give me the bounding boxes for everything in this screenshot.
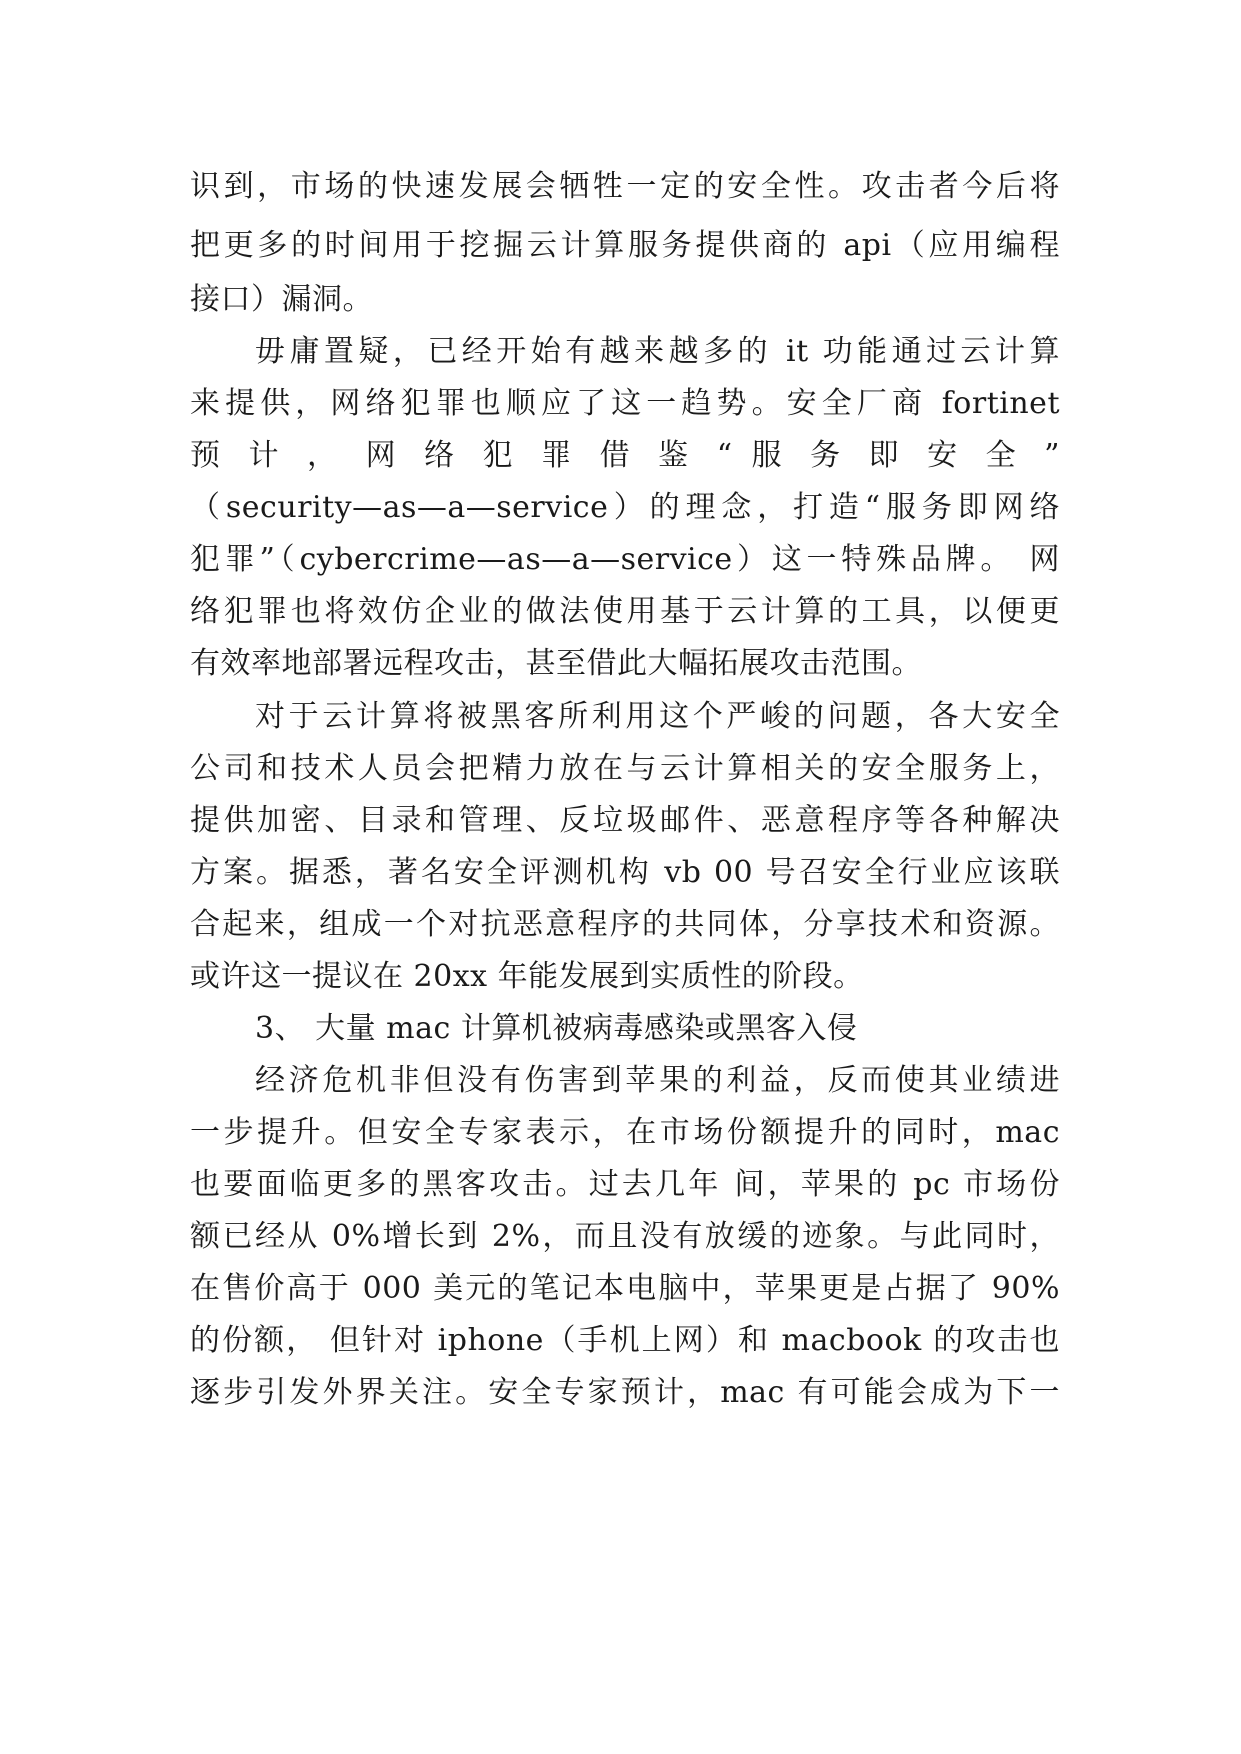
paragraph-first-line: 毋庸置疑，已经开始有越来越多的 it 功能通过云计算 <box>255 334 1060 369</box>
text-line: 一步提升。但安全专家表示，在市场份额提升的同时，mac <box>190 1115 1060 1150</box>
text-line: 公司和技术人员会把精力放在与云计算相关的安全服务上， <box>190 751 1060 786</box>
text-line: 的份额， 但针对 iphone（手机上网）和 macbook 的攻击也 <box>190 1323 1060 1358</box>
text-line: 有效率地部署远程攻击，甚至借此大幅拓展攻击范围。 <box>190 646 922 681</box>
text-line: 额已经从 0%增长到 2%，而且没有放缓的迹象。与此同时， <box>190 1219 1060 1254</box>
text-line: 接口）漏洞。 <box>190 282 373 317</box>
paragraph-first-line: 对于云计算将被黑客所利用这个严峻的问题，各大安全 <box>255 699 1060 734</box>
text-line: 犯罪”（cybercrime—as—a—service）这一特殊品牌。 网 <box>190 542 1060 577</box>
text-line: 把更多的时间用于挖掘云计算服务提供商的 api（应用编程 <box>190 228 1060 263</box>
text-line: 络犯罪也将效仿企业的做法使用基于云计算的工具，以便更 <box>190 594 1060 629</box>
text-line: （security—as—a—service）的理念，打造“服务即网络 <box>190 490 1060 525</box>
text-line: 在售价高于 000 美元的笔记本电脑中，苹果更是占据了 90% <box>190 1271 1060 1306</box>
paragraph-first-line: 经济危机非但没有伤害到苹果的利益，反而使其业绩进 <box>255 1063 1060 1098</box>
text-line: 提供加密、目录和管理、反垃圾邮件、恶意程序等各种解决 <box>190 803 1060 838</box>
text-line: 或许这一提议在 20xx 年能发展到实质性的阶段。 <box>190 959 864 994</box>
text-line: 合起来，组成一个对抗恶意程序的共同体，分享技术和资源。 <box>190 907 1060 942</box>
section-heading: 3、 大量 mac 计算机被病毒感染或黑客入侵 <box>255 1011 858 1046</box>
text-line: 逐步引发外界关注。安全专家预计，mac 有可能会成为下一 <box>190 1375 1060 1410</box>
text-line: 来提供，网络犯罪也顺应了这一趋势。安全厂商 fortinet <box>190 386 1060 421</box>
text-line: 也要面临更多的黑客攻击。过去几年 间，苹果的 pc 市场份 <box>190 1167 1060 1202</box>
text-line: 方案。据悉，著名安全评测机构 vb 00 号召安全行业应该联 <box>190 855 1060 890</box>
text-line: 预 计 ， 网 络 犯 罪 借 鉴 “ 服 务 即 安 全 ” <box>190 438 1060 473</box>
text-line: 识到，市场的快速发展会牺牲一定的安全性。攻击者今后将 <box>190 169 1060 204</box>
